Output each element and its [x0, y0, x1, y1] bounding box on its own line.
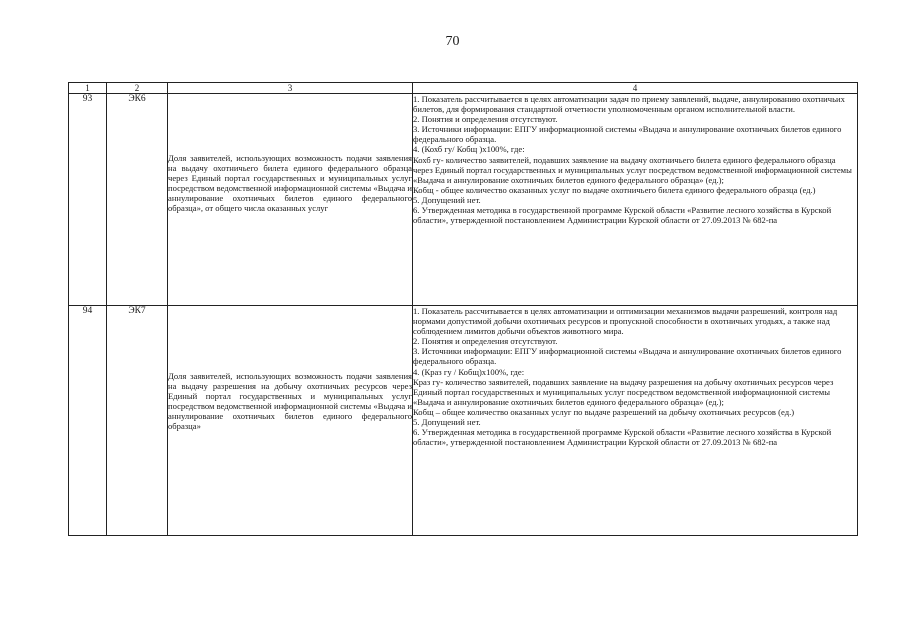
row-number: 93	[69, 94, 107, 306]
methodology-line: Кобщ – общее количество оказанных услуг по выдаче разрешений на добычу охотничьих ресурсов (ед.)	[413, 406, 795, 417]
indicator-code: ЭК7	[107, 306, 168, 536]
table-row	[69, 94, 858, 306]
column-header: 3	[168, 83, 413, 94]
methodology-line: 4. (Краз гу / Кобщ)x100%, где:	[413, 366, 525, 377]
methodology-line: 3. Источники информации: ЕПГУ информационной системы «Выдача и аннулирование охотничьих билетов единого федерального образца.	[413, 124, 842, 145]
indicator-name-cell	[168, 306, 413, 536]
methodology-line: Краз гу- количество заявителей, подавших заявление на выдачу разрешения на добычу охотничьих ресурсов через Единый портал государственных и муниципальных услуг посредством ведомственной информационной системы «Выдача и аннулирование охотничьих билетов единого федерального образца» (ед.);	[413, 376, 834, 407]
indicator-name: Доля заявителей, использующих возможность подачи заявления на выдачу разрешения на добычу охотничьих ресурсов через Единый портал государственных и муниципальных услуг посредством ведомственной информационной системы «Выдача и аннулирование охотничьих билетов единого федерального образца»	[168, 371, 412, 432]
methodology-line: 1. Показатель рассчитывается в целях автоматизации задач по приему заявлений, выдаче, аннулированию охотничьих билетов, для формирования стандартной отчетности уполномоченным органом исполнительной власти.	[413, 94, 845, 115]
table-row	[69, 306, 858, 536]
indicator-name-cell	[168, 94, 413, 306]
column-header: 4	[413, 83, 858, 94]
page-number: 70	[445, 34, 460, 49]
methodology-line: 5. Допущений нет.	[413, 417, 481, 428]
methodology-line: 6. Утвержденная методика в государственной программе Курской области «Развитие лесного хозяйства в Курской области», утвержденной постановлением Администрации Курской области от 27.09.2013 № 682-па	[413, 427, 832, 448]
methodology-line: Кохб гу- количество заявителей, подавших заявление на выдачу охотничьего билета единого федерального образца через Единый портал государственных и муниципальных услуг посредством ведомственной информационной системы «Выдача и аннулирование охотничьих билетов единого федерального образца» (ед.);	[413, 154, 852, 185]
indicator-name: Доля заявителей, использующих возможность подачи заявления на выдачу охотничьего билета единого федерального образца через Единый портал государственных и муниципальных услуг посредством ведомственной информационной системы «Выдача и аннулирование охотничьих билетов единого федерального образца», от общего числа оказанных услуг	[168, 153, 412, 214]
methodology-line: 5. Допущений нет.	[413, 194, 481, 205]
column-header: 1	[69, 83, 107, 94]
methodology-line: 3. Источники информации: ЕПГУ информационной системы «Выдача и аннулирование охотничьих билетов единого федерального образца.	[413, 346, 842, 367]
methodology-line: 1. Показатель рассчитывается в целях автоматизации и оптимизации механизмов выдачи разрешений, контроля над нормами допустимой добычи охотничьих ресурсов и пропускной способности в охотничьих угодьях, а также над соблюдением лимитов добычи объектов животного мира.	[413, 306, 838, 337]
methodology-line: Кобщ - общее количество оказанных услуг по выдаче охотничьего билета единого федерального образца (ед.)	[413, 184, 816, 195]
column-header: 2	[107, 83, 168, 94]
row-number: 94	[69, 306, 107, 536]
indicator-table	[68, 82, 858, 536]
indicator-code: ЭК6	[107, 94, 168, 306]
methodology-line: 2. Понятия и определения отсутствуют.	[413, 336, 558, 347]
methodology-line: 2. Понятия и определения отсутствуют.	[413, 114, 558, 125]
table-header-row	[69, 83, 858, 94]
methodology-cell	[413, 94, 858, 306]
methodology-line: 4. (Кохб гу/ Кобщ )x100%, где:	[413, 144, 525, 155]
methodology-line: 6. Утвержденная методика в государственной программе Курской области «Развитие лесного хозяйства в Курской области», утвержденной постановлением Администрации Курской области от 27.09.2013 № 682-па	[413, 205, 832, 226]
methodology-cell	[413, 306, 858, 536]
